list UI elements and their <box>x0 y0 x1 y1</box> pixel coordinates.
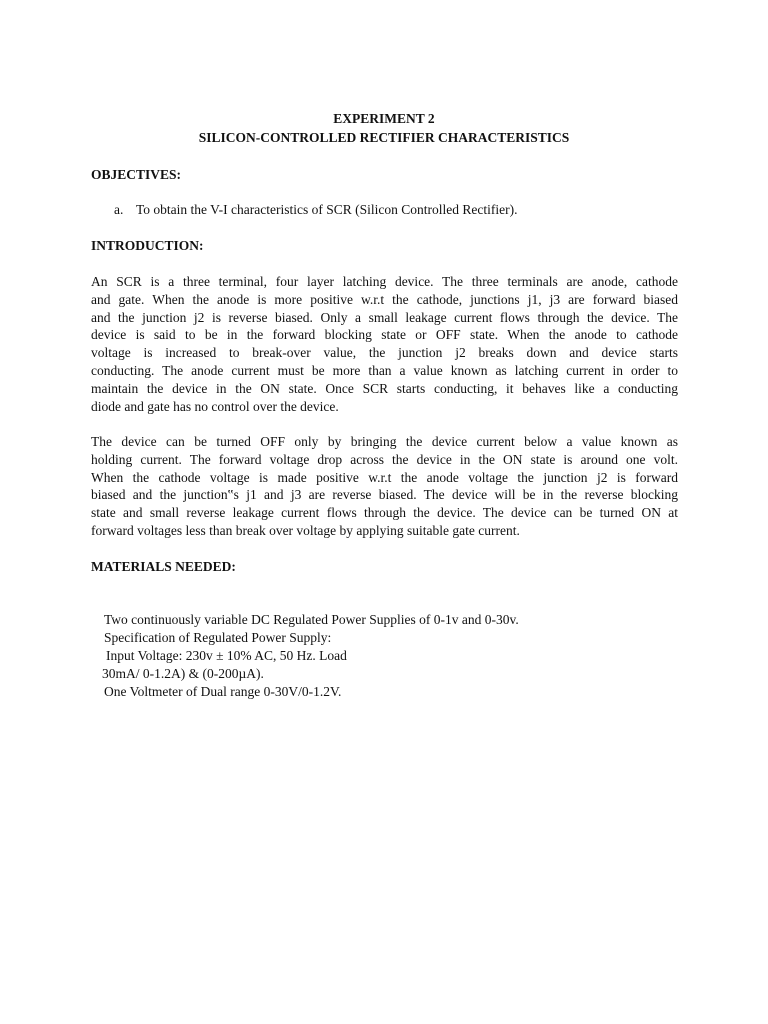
paragraph-line: device is said to be in the forward blocking state or OFF state. When the anode to cathode <box>91 327 678 343</box>
introduction-paragraph-1 <box>91 273 678 415</box>
materials-heading: MATERIALS NEEDED: <box>91 559 236 574</box>
objective-text: To obtain the V-I characteristics of SCR (Silicon Controlled Rectifier). <box>136 202 518 217</box>
paragraph-line: voltage is increased to break-over value, the junction j2 breaks down and device starts <box>91 345 678 361</box>
paragraph-line: biased and the junction‟s j1 and j3 are reverse biased. The device will be in the reverse blocking <box>91 487 678 503</box>
materials-line: One Voltmeter of Dual range 0-30V/0-1.2V. <box>104 684 342 699</box>
paragraph-line: and the junction j2 is reverse biased. Only a small leakage current flows through the device. The <box>91 309 678 325</box>
paragraph-line: An SCR is a three terminal, four layer latching device. The three terminals are anode, cathode <box>91 274 678 289</box>
introduction-paragraph-2 <box>91 433 678 540</box>
objectives-heading: OBJECTIVES: <box>91 167 182 182</box>
paragraph-line: diode and gate has no control over the device. <box>91 398 339 414</box>
paragraph-line: forward voltages less than break over voltage by applying suitable gate current. <box>91 522 520 538</box>
introduction-heading: INTRODUCTION: <box>91 238 204 253</box>
objective-item <box>114 201 517 219</box>
paragraph-line: and gate. When the anode is more positive w.r.t the cathode, junctions j1, j3 are forward biased <box>91 291 678 307</box>
materials-line: Input Voltage: 230v ± 10% AC, 50 Hz. Load <box>106 648 347 663</box>
materials-line: Two continuously variable DC Regulated Power Supplies of 0-1v and 0-30v. <box>104 612 519 627</box>
document-title: SILICON-CONTROLLED RECTIFIER CHARACTERISTICS <box>198 130 570 145</box>
materials-line: Specification of Regulated Power Supply: <box>104 630 332 645</box>
paragraph-line: conducting. The anode current must be more than a value known as latching current in order to <box>91 362 678 378</box>
paragraph-line: When the cathode voltage is made positive w.r.t the anode voltage the junction j2 is forward <box>91 469 678 485</box>
paragraph-line: maintain the device in the ON state. Once SCR starts conducting, it behaves like a conducting <box>91 380 678 396</box>
experiment-number: EXPERIMENT 2 <box>333 111 435 126</box>
materials-line: 30mA/ 0-1.2A) & (0-200µA). <box>102 666 264 681</box>
objective-marker: a. <box>114 202 124 217</box>
paragraph-line: state and small reverse leakage current flows through the device. The device can be turned ON at <box>91 505 678 521</box>
paragraph-line: The device can be turned OFF only by bringing the device current below a value known as <box>91 434 678 449</box>
paragraph-line: holding current. The forward voltage drop across the device in the ON state is around one volt. <box>91 451 678 467</box>
